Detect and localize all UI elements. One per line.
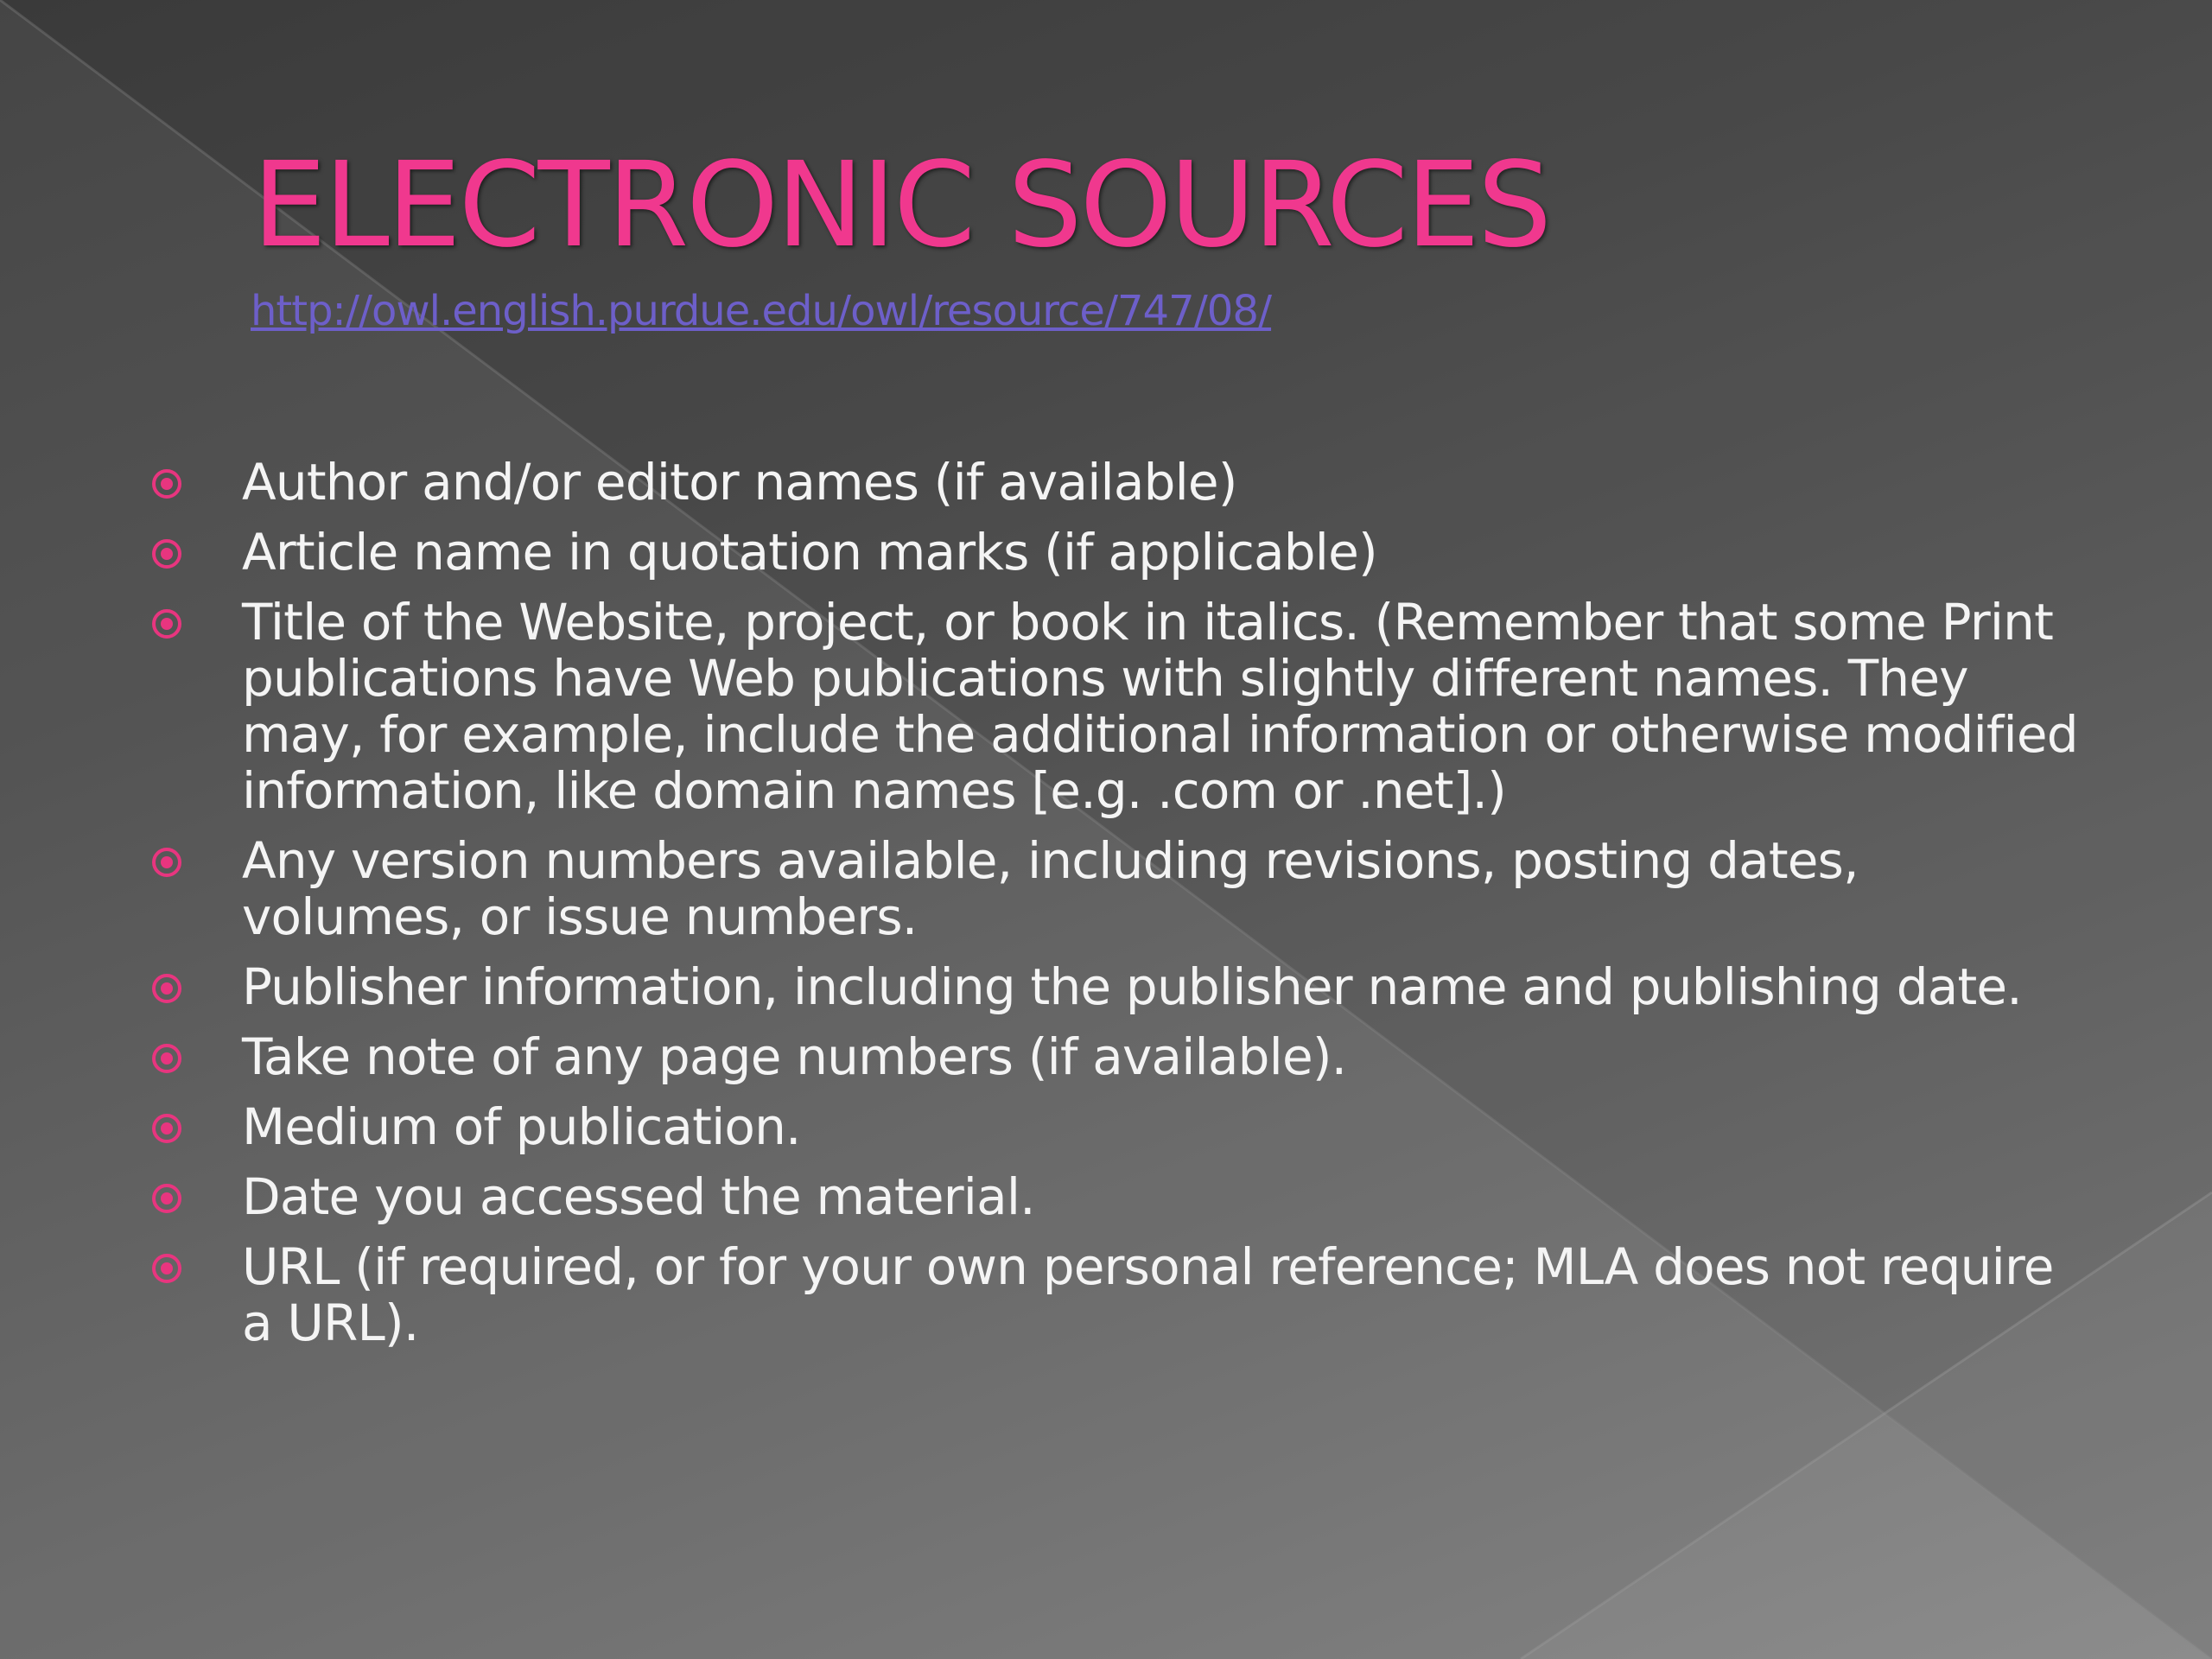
list-item [147, 1169, 2091, 1225]
bullet-text: Publisher information, including the publisher name and publishing date. [242, 957, 2022, 1016]
bullet-text: Author and/or editor names (if available) [242, 453, 1237, 512]
bullet-text: Article name in quotation marks (if applicable) [242, 523, 1377, 582]
circle-dot-icon [152, 974, 181, 1003]
slide-title: ELECTRONIC SOURCES [252, 137, 1550, 274]
bullet-text: URL (if required, or for your own personal reference; MLA does not require a URL). [242, 1237, 2054, 1352]
bullet-text: Date you accessed the material. [242, 1167, 1035, 1226]
circle-dot-icon [152, 539, 181, 569]
circle-dot-icon [152, 469, 181, 499]
circle-dot-icon [152, 1254, 181, 1283]
list-item [147, 833, 2091, 945]
bullet-text: Medium of publication. [242, 1097, 801, 1156]
list-item [147, 594, 2091, 819]
circle-dot-icon [152, 1184, 181, 1213]
list-item [147, 959, 2091, 1015]
list-item [147, 1029, 2091, 1085]
bullet-text: Any version numbers available, including revisions, posting dates, volumes, or issue numbers. [242, 831, 1859, 946]
bullet-text: Title of the Website, project, or book in italics. (Remember that some Print publications have Web publications with slightly different names. They may, for example, include the additional information or otherwise modified information, like domain names [e.g. .com or .net].) [242, 593, 2078, 820]
bullet-list [147, 454, 2091, 1365]
list-item [147, 524, 2091, 581]
circle-dot-icon [152, 1044, 181, 1073]
circle-dot-icon [152, 848, 181, 877]
circle-dot-icon [152, 609, 181, 639]
source-link[interactable]: http://owl.english.purdue.edu/owl/resource/747/08/ [251, 287, 1272, 335]
list-item [147, 454, 2091, 511]
list-item [147, 1099, 2091, 1155]
list-item [147, 1239, 2091, 1351]
circle-dot-icon [152, 1114, 181, 1143]
bullet-text: Take note of any page numbers (if available). [242, 1027, 1347, 1086]
